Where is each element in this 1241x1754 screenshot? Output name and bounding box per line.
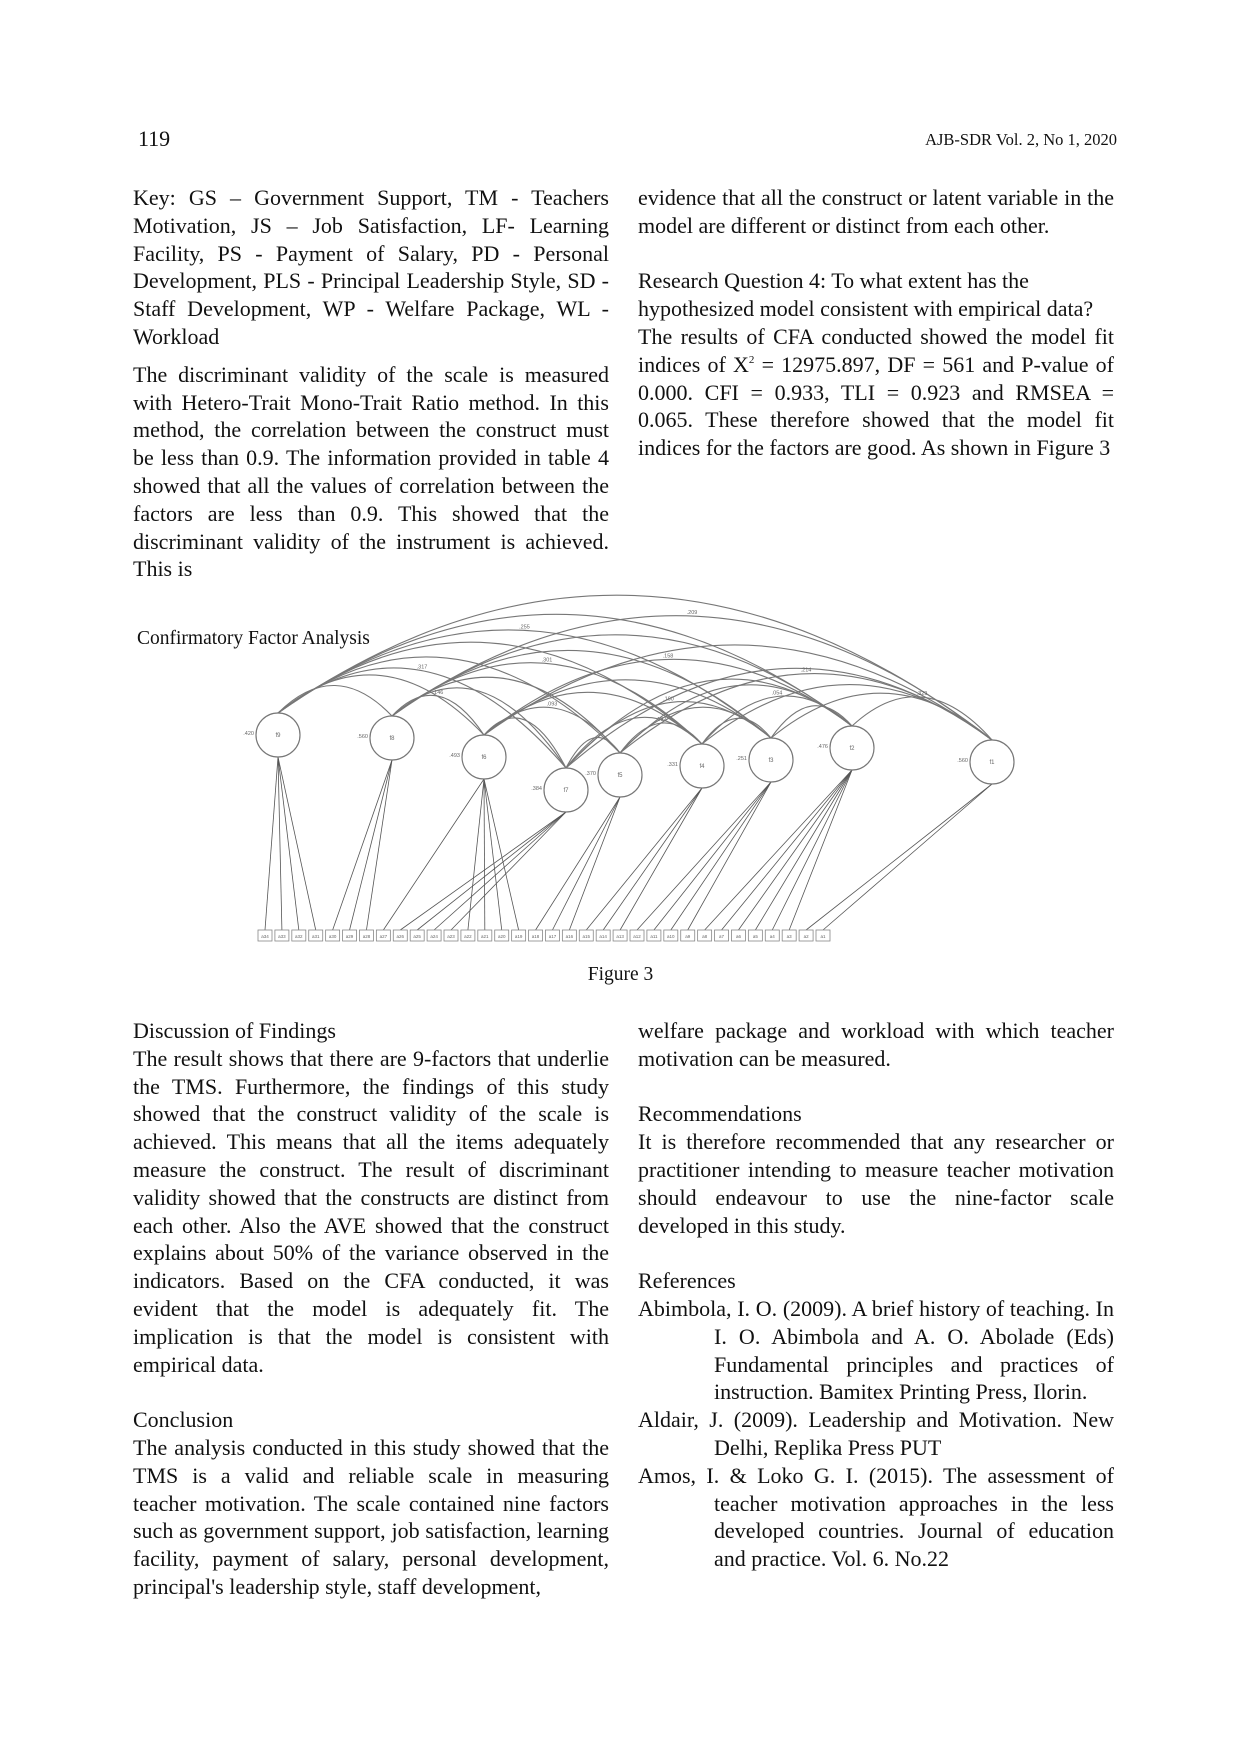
discriminant-validity-paragraph: The discriminant validity of the scale is measured with Hetero-Trait Mono-Trait Ratio method. In this method, the correlation between the construct must be less than 0.9. The information provided in table 4 showed that all the values of correlation between the factors are less than 0.9. This showed that the discriminant validity of the instrument is achieved. This is [133, 361, 609, 582]
loading-path [484, 779, 485, 930]
indicator-label: a17 [548, 934, 557, 939]
conclusion-heading: Conclusion [133, 1407, 234, 1433]
factor-variance-label: .493 [449, 753, 460, 759]
abbreviation-key: Key: GS – Government Support, TM - Teachers Motivation, JS – Job Satisfaction, LF- Learning Facility, PS - Payment of Salary, PD - Personal Development, PLS - Principal Leadership Style, SD - Staff Development, WP - Welfare Package, WL - Workload [133, 185, 609, 349]
research-question-4: Research Question 4: To what extent has the hypothesized model consistent with empirical data? [638, 268, 1094, 322]
page-number: 119 [138, 126, 171, 151]
indicator-label: a30 [328, 934, 337, 939]
covariance-label: .317 [416, 664, 428, 671]
indicator-label: a1 [820, 934, 826, 939]
reference-item: Amos, I. & Loko G. I. (2015). The assessment of teacher motivation approaches in the less developed countries. Journal of education and practice. Vol. 6. No.22 [638, 1462, 1114, 1572]
indicator-label: a4 [769, 934, 775, 939]
factor-variance-label: .560 [357, 734, 368, 740]
factor-label: f2 [849, 746, 855, 752]
indicator-label: a2 [803, 934, 809, 939]
figure-caption: Figure 3 [587, 964, 654, 985]
loading-path [569, 797, 620, 930]
loading-path [417, 812, 566, 930]
indicator-label: a34 [261, 934, 269, 939]
covariance-label: .301 [541, 657, 553, 664]
covariance-label: .146 [432, 690, 444, 697]
loading-path [603, 788, 702, 930]
indicator-label: a5 [752, 934, 758, 939]
factor-label: f3 [768, 758, 774, 764]
left-column-top [133, 184, 609, 583]
conclusion-continuation: welfare package and workload with which teacher motivation can be measured. [638, 1018, 1114, 1071]
indicator-label: a27 [379, 934, 388, 939]
indicator-label: a26 [396, 934, 405, 939]
indicator-label: a8 [702, 934, 708, 939]
reference-item: Abimbola, I. O. (2009). A brief history of teaching. In I. O. Abimbola and A. O. Abolade (Eds) Fundamental principles and practices of instruction. Bamitex Printing Press, Ilorin. [638, 1295, 1114, 1405]
factor-variance-label: .420 [243, 731, 254, 737]
loading-path [552, 797, 620, 930]
covariance-label: .093 [546, 701, 558, 708]
loading-path [823, 784, 992, 930]
reference-item: Aldair, J. (2009). Leadership and Motivation. New Delhi, Replika Press PUT [638, 1407, 1114, 1460]
loading-path [620, 788, 702, 930]
factor-label: f4 [699, 764, 705, 770]
discussion-heading: Discussion of Findings [133, 1018, 336, 1043]
indicator-label: a3 [786, 934, 792, 939]
continuation-paragraph: evidence that all the construct or latent variable in the model are different or distinct from each other. [638, 185, 1114, 238]
loading-path [671, 782, 771, 930]
recommendations-heading: Recommendations [638, 1101, 802, 1127]
factor-variance-label: .251 [736, 756, 747, 762]
indicator-label: a25 [413, 934, 421, 939]
indicator-label: a24 [430, 934, 438, 939]
loading-path [366, 760, 392, 930]
loading-path [705, 770, 852, 930]
indicator-label: a22 [464, 934, 472, 939]
loading-path [484, 779, 519, 930]
indicators [258, 930, 830, 941]
factor-variance-label: .560 [957, 758, 968, 764]
covariance-arc [484, 707, 620, 753]
indicator-label: a6 [735, 934, 741, 939]
loading-path [350, 760, 392, 930]
cfa-results-paragraph [638, 323, 1114, 462]
indicator-label: a10 [667, 934, 675, 939]
indicator-label: a12 [633, 934, 641, 939]
conclusion-paragraph: The analysis conducted in this study showed that the TMS is a valid and reliable scale in measuring teacher motivation. The scale contained nine factors such as government support, job satisfaction, learning facility, payment of salary, personal development, principal's leadership style, staff development, [133, 1434, 609, 1599]
references-heading: References [638, 1268, 736, 1294]
covariance-arc [771, 690, 992, 740]
loading-path [383, 779, 484, 930]
loading-path [265, 757, 278, 930]
covariance-label: .192 [655, 717, 667, 724]
indicator-label: a18 [531, 934, 540, 939]
factor-label: f8 [389, 736, 395, 742]
loading-path [468, 779, 484, 930]
covariance-label: .190 [663, 696, 674, 703]
results-text-start: The results of CFA conducted showed the model fit indices of X [638, 323, 1114, 377]
indicator-label: a14 [599, 934, 607, 939]
indicator-label: a21 [481, 934, 489, 939]
factor-label: f7 [563, 788, 569, 794]
factor-variance-label: .384 [531, 786, 542, 792]
loading-path [278, 757, 316, 930]
running-head: AJB-SDR Vol. 2, No 1, 2020 [925, 130, 1117, 149]
factor-label: f6 [481, 755, 487, 761]
figure-title: Confirmatory Factor Analysis [137, 628, 370, 649]
indicator-label: a15 [582, 934, 591, 939]
indicator-label: a23 [447, 934, 455, 939]
loading-path [484, 779, 502, 930]
indicator-label: a7 [719, 934, 725, 939]
loading-path [451, 812, 566, 930]
factor-label: f5 [617, 773, 623, 779]
superscript: 2 [748, 353, 755, 366]
loading-path [400, 812, 566, 930]
factor-label: f9 [275, 733, 281, 739]
loading-path [688, 782, 771, 930]
right-column-top [638, 184, 1114, 462]
left-column-bottom [133, 1017, 609, 1601]
indicator-label: a13 [616, 934, 624, 939]
loading-path [333, 760, 392, 930]
loading-path [536, 797, 620, 930]
cfa-path-diagram [240, 590, 1140, 960]
factor-variance-label: .331 [667, 762, 678, 768]
indicator-label: a29 [345, 934, 354, 939]
loading-path [789, 770, 852, 930]
results-text-end: = 12975.897, DF = 561 and P-value of 0.000. CFI = 0.933, TLI = 0.923 and RMSEA = 0.065. These therefore showed that the model fit indices for the factors are good. As shown in Figure 3 [638, 351, 1115, 461]
factor-label: f1 [989, 760, 995, 766]
covariance-arc [852, 697, 992, 740]
loading-path [755, 770, 852, 930]
loading-path [586, 788, 702, 930]
loading-path [772, 770, 852, 930]
loading-path [738, 770, 852, 930]
indicator-label: a28 [362, 934, 371, 939]
latent-factors [243, 713, 1014, 812]
factor-variance-label: .370 [585, 771, 596, 777]
covariance-label: .054 [771, 690, 783, 697]
indicator-label: a11 [650, 934, 658, 939]
recommendations-paragraph: It is therefore recommended that any researcher or practitioner intending to measure teacher motivation should endeavour to use the nine-factor scale developed in this study. [638, 1129, 1114, 1238]
covariance-arc [278, 657, 620, 753]
indicator-label: a16 [565, 934, 574, 939]
loading-path [722, 770, 852, 930]
covariance-label: .214 [800, 667, 812, 674]
factor-variance-label: .476 [817, 744, 828, 750]
covariance-label: .329 [916, 691, 928, 698]
indicator-label: a32 [295, 934, 303, 939]
indicator-label: a9 [685, 934, 691, 939]
loading-path [654, 782, 771, 930]
indicator-label: a19 [514, 934, 523, 939]
indicator-label: a31 [311, 934, 320, 939]
covariance-label: .255 [519, 624, 530, 631]
indicator-label: a33 [278, 934, 286, 939]
covariance-label: .209 [686, 610, 698, 616]
discussion-paragraph: The result shows that there are 9-factors that underlie the TMS. Furthermore, the findings of this study showed that the construct validity of the scale is achieved. This means that all the items adequately measure the construct. The result of discriminant validity showed that the constructs are distinct from each other. Also the AVE showed that the construct explains about 50% of the variance observed in the indicators. Based on the CFA conducted, it was evident that the model is adequately fit. The implication is that the model is consistent with empirical data. [133, 1045, 609, 1377]
indicator-label: a20 [497, 934, 506, 939]
covariance-label: .158 [662, 653, 674, 660]
right-column-bottom [638, 1017, 1114, 1573]
loading-path [637, 782, 771, 930]
